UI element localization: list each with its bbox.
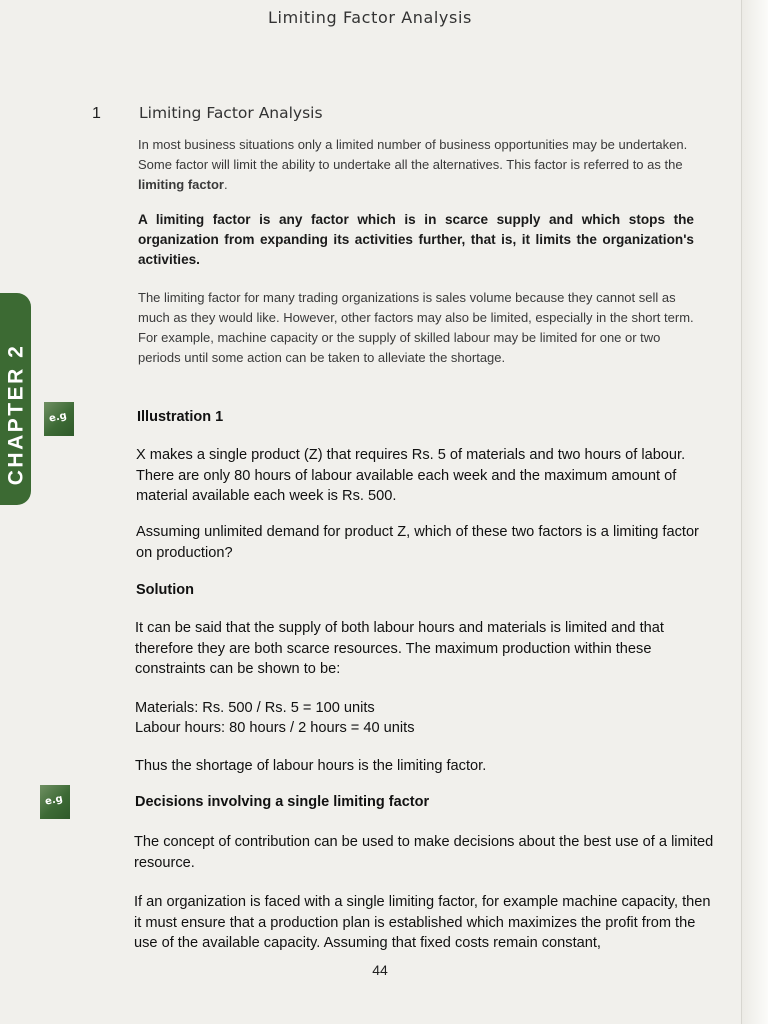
page-edge (741, 0, 768, 1024)
chapter-label: CHAPTER 2 (4, 343, 28, 486)
solution-heading: Solution (136, 582, 194, 598)
decisions-paragraph-2: If an organization is faced with a single limiting factor, for example machine capacity, then it must ensure that a production plan is established which maximizes the profit from the use of the available capacity. Assuming that fixed costs remain constant, (134, 894, 711, 951)
section-number: 1 (92, 105, 101, 122)
illustration-problem: X makes a single product (Z) that requires Rs. 5 of materials and two hours of labour. There are only 80 hours of labour available each week and the maximum amount of material available each week is Rs. 500. (136, 447, 686, 504)
decisions-heading: Decisions involving a single limiting factor (135, 794, 430, 810)
trading-paragraph: The limiting factor for many trading organizations is sales volume because they cannot sell as much as they would like. However, other factors may also be limited, especially in the short term. For example, machine capacity or the supply of skilled labour may be limited for one or two periods until some action can be taken to alleviate the shortage. (138, 290, 694, 365)
calculation-materials: Materials: Rs. 500 / Rs. 5 = 100 units (135, 700, 375, 716)
intro-paragraph (138, 135, 698, 195)
illustration-question: Assuming unlimited demand for product Z, which of these two factors is a limiting factor on production? (136, 524, 699, 561)
solution-conclusion: Thus the shortage of labour hours is the limiting factor. (135, 758, 487, 774)
definition-paragraph: A limiting factor is any factor which is in scarce supply and which stops the organization from expanding its activities further, that is, it limits the organization's activities. (138, 212, 694, 267)
section-title: Limiting Factor Analysis (139, 104, 323, 122)
running-header: Limiting Factor Analysis (268, 8, 472, 27)
example-badge-label: e.g (44, 793, 64, 808)
calculation-labour: Labour hours: 80 hours / 2 hours = 40 units (135, 720, 415, 736)
example-badge-label: e.g (48, 410, 68, 425)
decisions-paragraph-1: The concept of contribution can be used to make decisions about the best use of a limited resource. (134, 834, 714, 871)
example-badge (40, 785, 70, 819)
limiting-factor-term: limiting factor (138, 177, 224, 192)
page-number: 44 (372, 962, 388, 978)
illustration-heading: Illustration 1 (137, 409, 224, 425)
intro-text: In most business situations only a limited number of business opportunities may be undertaken. Some factor will limit the ability to undertake all the alternatives. This factor is referred to as the (138, 137, 688, 172)
solution-text: It can be said that the supply of both labour hours and materials is limited and that therefore they are both scarce resources. The maximum production within these constraints can be shown to be: (135, 620, 664, 677)
intro-end: . (223, 177, 228, 192)
example-badge (44, 402, 74, 436)
